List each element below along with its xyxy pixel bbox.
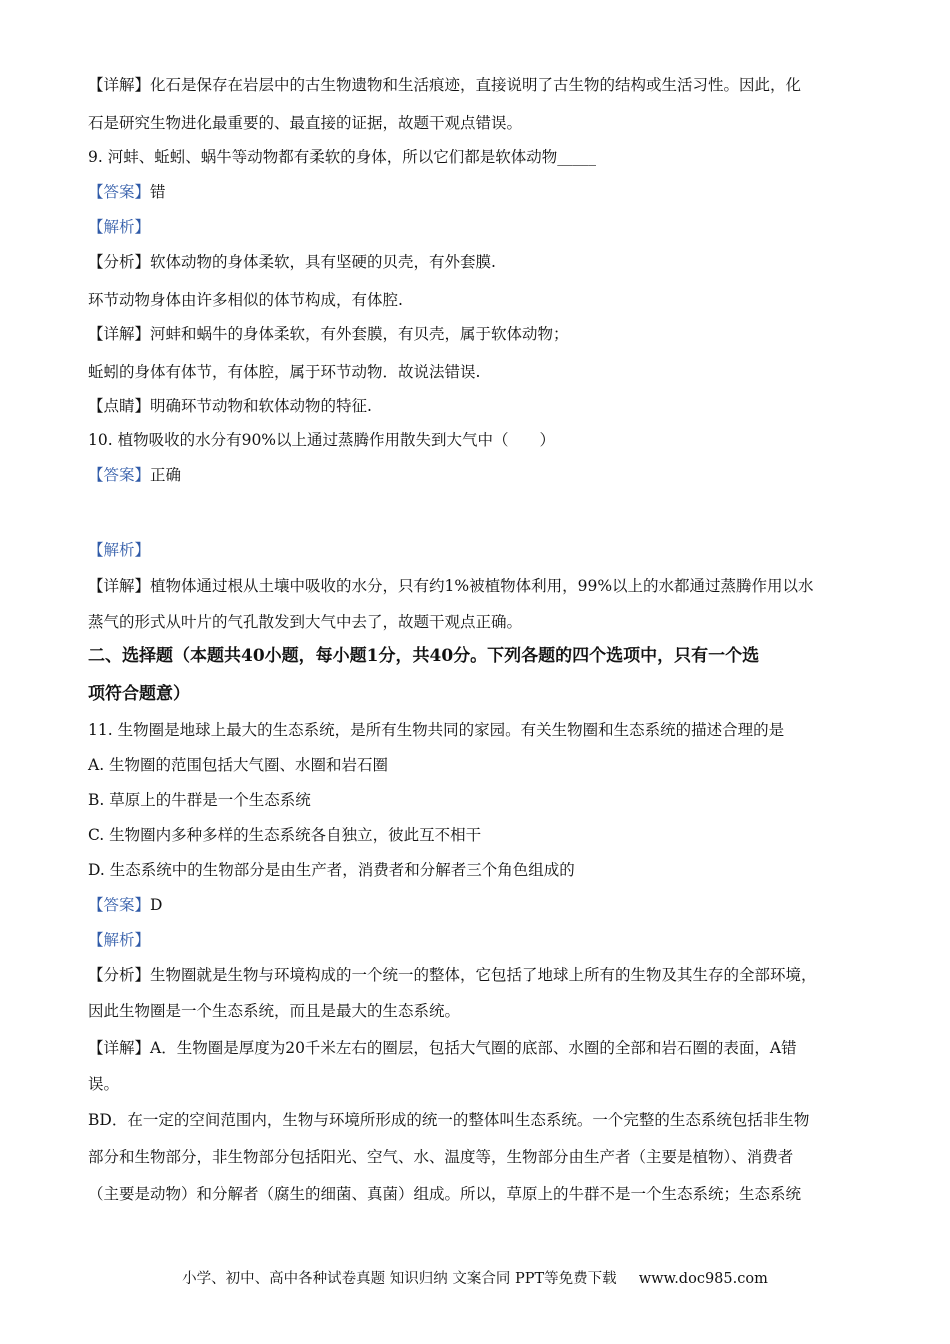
line-text: 化石是保存在岩层中的古生物遗物和生活痕迹，直接说明了古生物的结构或生活习性。因此，化 — [150, 76, 802, 94]
line-text: 明确环节动物和软体动物的特征. — [150, 397, 372, 415]
text-line: 蚯蚓的身体有体节，有体腔，属于环节动物．故说法错误. — [88, 363, 481, 381]
page-footer — [0, 1268, 950, 1290]
analysis-line — [88, 216, 150, 238]
analysis-detail-line — [88, 964, 817, 986]
text-line: （主要是动物）和分解者（腐生的细菌、真菌）组成。所以，草原上的牛群不是一个生态系统；生态系统 — [88, 1185, 802, 1203]
tag-analysis: 【解析】 — [88, 218, 151, 236]
tag-detail: 【详解】 — [88, 1039, 151, 1057]
section-heading-cont: 项符合题意） — [88, 684, 190, 704]
analysis-line — [88, 539, 150, 561]
tag-detail: 【详解】 — [88, 76, 151, 94]
analysis-line — [88, 929, 150, 951]
question-10: 10. 植物吸收的水分有90%以上通过蒸腾作用散失到大气中（ ） — [88, 431, 556, 449]
tag-answer: 【答案】 — [88, 896, 151, 914]
option-d: D. 生态系统中的生物部分是由生产者，消费者和分解者三个角色组成的 — [88, 861, 575, 879]
tag-analysis: 【解析】 — [88, 931, 151, 949]
answer-line — [88, 181, 166, 203]
text-line: 误。 — [88, 1075, 120, 1093]
line-text: A．生物圈是厚度为20千米左右的圈层，包括大气圈的底部、水圈的全部和岩石圈的表面，A错 — [150, 1039, 797, 1057]
answer-text: D — [150, 896, 163, 914]
option-c: C. 生物圈内多种多样的生态系统各自独立，彼此互不相干 — [88, 826, 482, 844]
detail-line — [88, 1037, 797, 1059]
question-9: 9. 河蚌、蚯蚓、蜗牛等动物都有柔软的身体，所以它们都是软体动物_____ — [88, 148, 596, 166]
detail-line — [88, 74, 801, 96]
tag-detail: 【详解】 — [88, 577, 151, 595]
detail-line — [88, 575, 814, 597]
section-heading: 二、选择题（本题共40小题，每小题1分，共40分。下列各题的四个选项中，只有一个选 — [88, 646, 760, 666]
answer-line — [88, 464, 181, 486]
footer-text: 小学、初中、高中各种试卷真题 知识归纳 文案合同 PPT等免费下载 — [182, 1271, 617, 1287]
text-line: 石是研究生物进化最重要的、最直接的证据，故题干观点错误。 — [88, 114, 523, 132]
line-text: 植物体通过根从土壤中吸收的水分，只有约1%被植物体利用，99%以上的水都通过蒸腾作用以水 — [150, 577, 814, 595]
text-line: BD．在一定的空间范围内，生物与环境所形成的统一的整体叫生态系统。一个完整的生态系统包括非生物 — [88, 1111, 810, 1129]
tag-analyze: 【分析】 — [88, 253, 151, 271]
text-line: 环节动物身体由许多相似的体节构成，有体腔. — [88, 291, 403, 309]
tag-note: 【点睛】 — [88, 397, 151, 415]
analysis-detail-line — [88, 251, 496, 273]
text-line: 因此生物圈是一个生态系统，而且是最大的生态系统。 — [88, 1002, 461, 1020]
answer-line — [88, 894, 162, 916]
answer-text: 错 — [150, 183, 166, 201]
tag-detail: 【详解】 — [88, 325, 151, 343]
tag-answer: 【答案】 — [88, 183, 151, 201]
option-a: A. 生物圈的范围包括大气圈、水圈和岩石圈 — [88, 756, 389, 774]
tag-answer: 【答案】 — [88, 466, 151, 484]
text-line: 蒸气的形式从叶片的气孔散发到大气中去了，故题干观点正确。 — [88, 613, 523, 631]
note-line — [88, 395, 372, 417]
option-b: B. 草原上的牛群是一个生态系统 — [88, 791, 311, 809]
tag-analyze: 【分析】 — [88, 966, 151, 984]
question-11: 11. 生物圈是地球上最大的生态系统，是所有生物共同的家园。有关生物圈和生态系统的描述合理的是 — [88, 721, 785, 739]
tag-analysis: 【解析】 — [88, 541, 151, 559]
line-text: 生物圈就是生物与环境构成的一个统一的整体，它包括了地球上所有的生物及其生存的全部环境， — [150, 966, 817, 984]
answer-text: 正确 — [150, 466, 182, 484]
footer-link[interactable]: www.doc985.com — [638, 1271, 768, 1287]
text-line: 部分和生物部分，非生物部分包括阳光、空气、水、温度等，生物部分由生产者（主要是植物）、消费者 — [88, 1148, 794, 1166]
detail-line — [88, 323, 569, 345]
line-text: 河蚌和蜗牛的身体柔软，有外套膜，有贝壳，属于软体动物； — [150, 325, 569, 343]
line-text: 软体动物的身体柔软，具有坚硬的贝壳，有外套膜. — [150, 253, 496, 271]
